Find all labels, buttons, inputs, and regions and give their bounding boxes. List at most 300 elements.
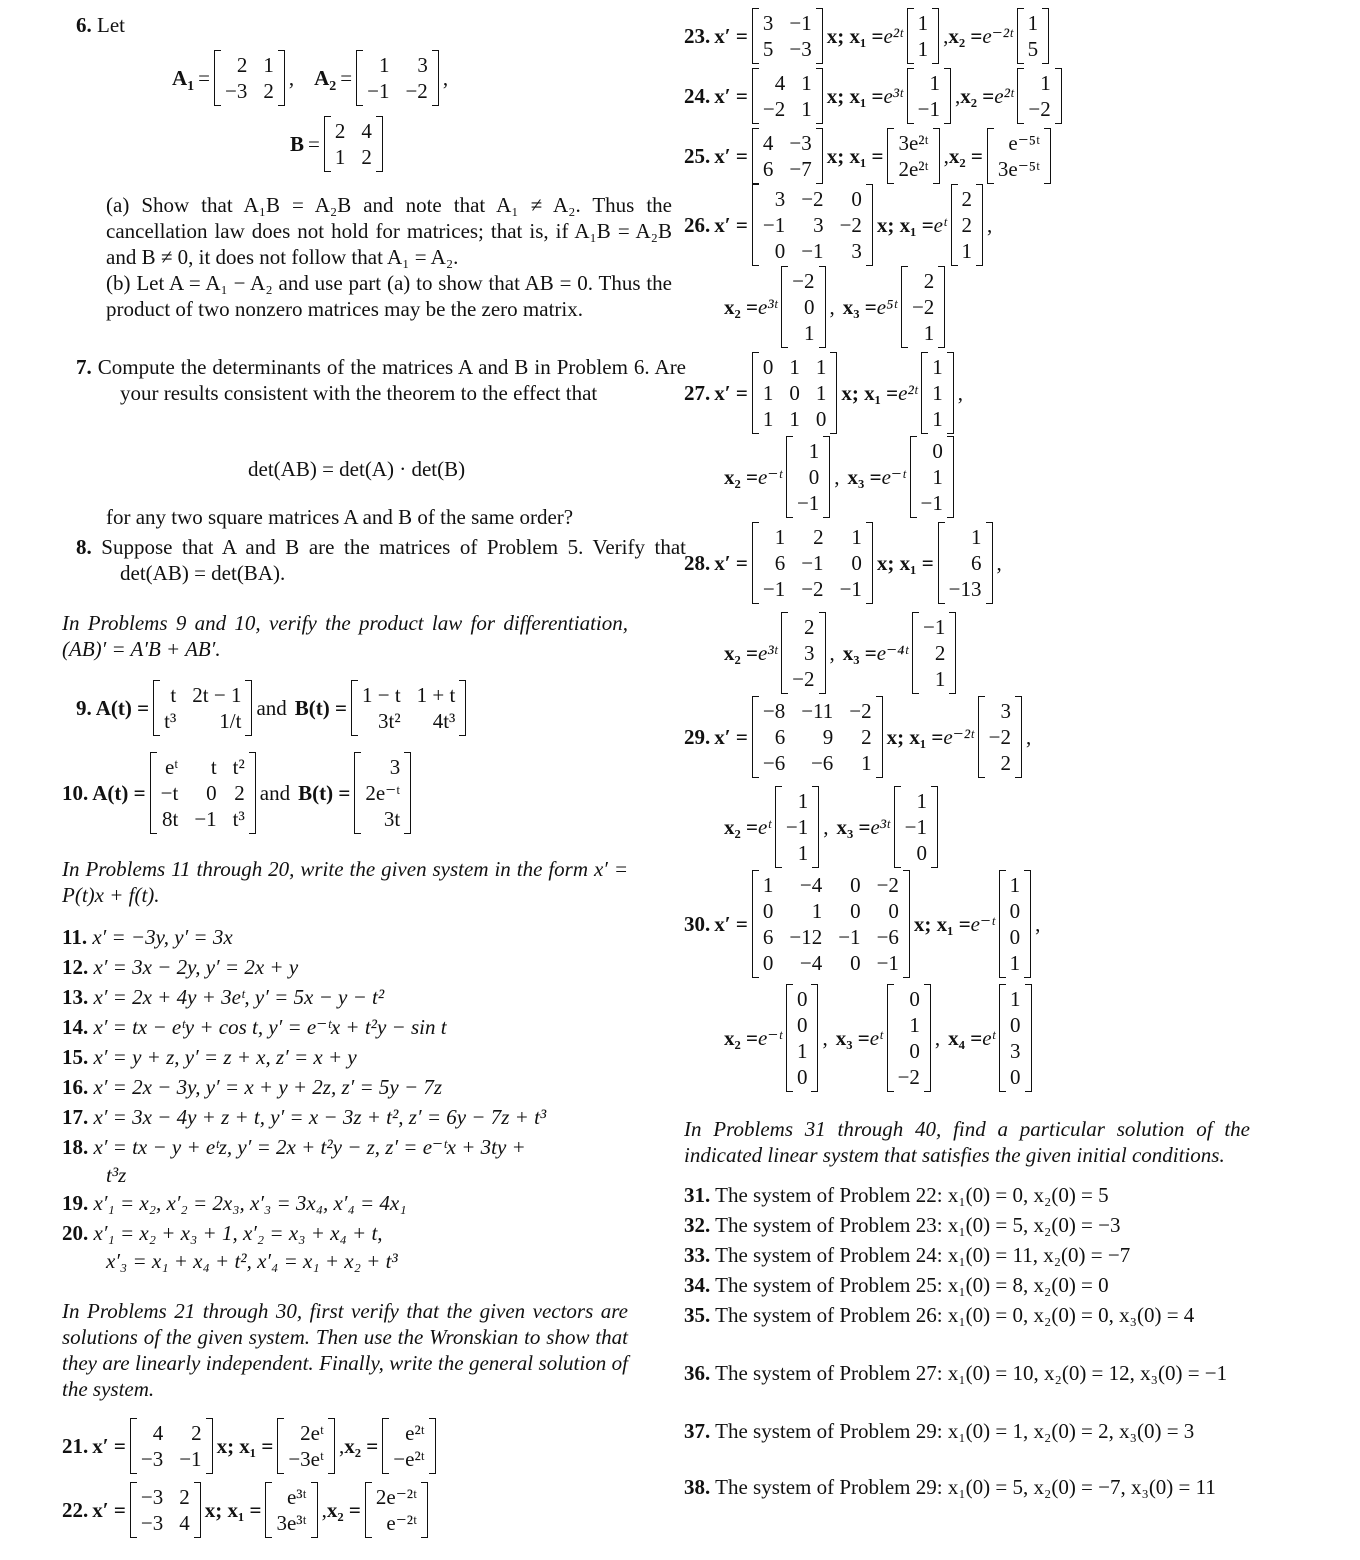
vector-entry: 6 (971, 551, 982, 575)
problem-number: 10. (62, 780, 89, 805)
problem-number: 18. (62, 1135, 89, 1159)
vector-entry: 2 (934, 641, 946, 665)
matrix-entry: 2 (191, 1421, 202, 1445)
problem-number: 9. (76, 695, 92, 720)
matrix-entry: 3t² (378, 709, 401, 733)
matrix-entry: −1 (789, 11, 812, 35)
comma: , (822, 1025, 828, 1050)
right-bracket (812, 786, 819, 868)
vector-entry: −1 (785, 815, 809, 839)
coefficient-matrix (752, 696, 883, 778)
right-bracket (816, 68, 823, 124)
left-bracket (775, 786, 782, 868)
left-bracket (752, 522, 759, 604)
right-bracket (278, 50, 285, 106)
right-bracket (429, 1418, 436, 1474)
exp-factor: e⁻ᵗ (970, 911, 995, 936)
matrix-entry: 1 (789, 407, 800, 431)
problem-26 (684, 184, 992, 266)
vector-entry: −2 (897, 1065, 920, 1089)
x1-label: x; x₁ = (876, 212, 934, 237)
system-17 (62, 1104, 546, 1130)
problem-number: 29. (684, 724, 711, 749)
coefficient-matrix (752, 8, 823, 64)
vector-entry: 3e³ᵗ (276, 1511, 307, 1535)
matrix-entry: −11 (801, 699, 834, 723)
vector-entry: −2 (1028, 97, 1051, 121)
comma: , (339, 1433, 345, 1458)
comma: , (1025, 724, 1032, 749)
x-prime: x′ = (714, 724, 748, 749)
right-bracket (811, 984, 818, 1092)
matrix-entry: 1 (334, 145, 346, 169)
matrix-entry: 2 (263, 79, 274, 103)
matrix-entry: 1 (762, 873, 774, 897)
ic-problem-38 (684, 1474, 1290, 1500)
x-prime: x′ = (714, 23, 748, 48)
right-bracket (976, 184, 983, 266)
matrix-A2 (356, 50, 439, 106)
problem-28 (684, 522, 1002, 604)
matrix-entry: 1 + t (416, 683, 456, 707)
right-bracket (1025, 984, 1032, 1092)
problem-number: 28. (684, 550, 711, 575)
solution-vector-x2 (1017, 68, 1061, 124)
left-bracket (130, 1482, 137, 1538)
vector-entry: −1 (920, 491, 943, 515)
matrix-entry: −1 (762, 213, 786, 237)
comma: , (834, 464, 840, 489)
exp-factor: e⁻ᵗ (881, 464, 906, 489)
matrix-entry: t³ (164, 709, 177, 733)
matrix-entry: 2 (334, 119, 346, 143)
matrix-entry: −1 (838, 925, 861, 949)
vector-body (1006, 870, 1025, 978)
matrices-A1-A2 (172, 50, 448, 106)
matrix-entry: 6 (774, 725, 786, 749)
matrix-body (363, 50, 432, 106)
coefficient-matrix (752, 128, 823, 184)
problem-text: The system of Problem 23: x₁(0) = 5, x₂(0) = −3 (715, 1213, 1121, 1237)
right-bracket (311, 1482, 318, 1538)
matrix-body (759, 8, 816, 64)
ic-problem-33 (684, 1242, 1290, 1268)
right-bracket (823, 436, 830, 518)
matrix-entry: 3t (383, 807, 401, 831)
x1-label: x; x₁ = (826, 143, 884, 168)
problem-number: 27. (684, 380, 711, 405)
matrix-entry: 0 (888, 899, 899, 923)
matrix-entry: 0 (789, 381, 800, 405)
solution-vector-x1 (277, 1418, 335, 1474)
left-bracket (752, 68, 759, 124)
vector-entry: 1 (932, 465, 943, 489)
matrix-entry: 3 (774, 187, 786, 211)
matrix-body (331, 116, 376, 172)
vector-entry: 1 (796, 1039, 808, 1063)
solution-vector-x1 (921, 352, 954, 434)
x2-label: x₂ = (724, 814, 759, 839)
matrix-entry: 1 − t (361, 683, 401, 707)
vector-entry: 2 (804, 615, 815, 639)
problem-number: 25. (684, 143, 711, 168)
matrix-entry: 5 (762, 37, 774, 61)
right-bracket (816, 8, 823, 64)
matrix-entry: 1/t (219, 709, 242, 733)
exp-factor: e³ᵗ (870, 814, 890, 839)
solution-vector-x3 (894, 786, 938, 868)
problem-number: 31. (684, 1183, 711, 1207)
system-11 (62, 924, 233, 950)
left-bracket (987, 128, 994, 184)
problem-text: The system of Problem 29: x₁(0) = 5, x₂(0) = −7, x₃(0) = 11 (715, 1475, 1216, 1499)
vector-entry: 1 (916, 789, 927, 813)
vector-entry: −2 (792, 269, 815, 293)
matrix-entry: −7 (789, 157, 812, 181)
vector-entry: 2 (961, 187, 973, 211)
x-prime: x′ = (92, 1433, 126, 1458)
problem-6a: (a) Show that A₁B = A₂B and note that A₁ ≠ A₂. Thus the cancellation law does not hold for matrices; that is, if A₁B = A₂B and B ≠ 0, it does not follow that A₁ = A₂. (106, 193, 672, 269)
equation: x′₁ = x₂, x′₂ = 2x₃, x′₃ = 3x₄, x′₄ = 4x₁ (93, 1191, 407, 1215)
vector-entry: e⁻²ᵗ (386, 1511, 418, 1535)
vector-entry: 1 (932, 407, 943, 431)
matrix-entry: 1 (762, 407, 774, 431)
problem-text: Compute the determinants of the matrices A and B in Problem 6. Are your results consistent with the theorem to the effect that (97, 355, 687, 405)
left-bracket (324, 116, 331, 172)
intro-11-20: In Problems 11 through 20, write the given system in the form x′ = P(t)x + f(t). (62, 857, 628, 907)
matrix-entry: 0 (762, 951, 774, 975)
vector-body (958, 184, 977, 266)
matrix-entry: −1 (876, 951, 899, 975)
right-bracket (376, 116, 383, 172)
intro-31-40: In Problems 31 through 40, find a particular solution of the indicated linear system that satisfies the given initial conditions. (684, 1117, 1250, 1167)
coefficient-matrix (752, 870, 910, 978)
intro-9-10: In Problems 9 and 10, verify the product law for differentiation, (AB)′ = A′B + AB′. (62, 611, 628, 661)
left-bracket (365, 1482, 372, 1538)
problem-number: 37. (684, 1419, 711, 1443)
left-bracket (938, 522, 945, 604)
right-bracket (932, 8, 939, 64)
solution-vector-x1 (907, 68, 951, 124)
vector-body (1024, 8, 1043, 64)
x-prime: x′ = (714, 212, 748, 237)
matrix-body (759, 696, 876, 778)
problem-30-more (724, 984, 1036, 1092)
solution-vector-x1 (978, 696, 1022, 778)
vector-body (985, 696, 1015, 778)
vector-entry: e⁻⁵ᵗ (1008, 131, 1041, 155)
matrix-entry: −6 (810, 751, 834, 775)
right-bracket (947, 352, 954, 434)
vector-entry: −1 (796, 491, 820, 515)
x1-label: x; x₁ = (913, 911, 971, 936)
matrix-entry: 0 (774, 239, 786, 263)
vector-entry: −13 (948, 577, 982, 601)
matrix-entry: 2 (179, 1485, 190, 1509)
vector-body (914, 68, 944, 124)
exp-factor: e²ᵗ (994, 83, 1014, 108)
vector-entry: 1 (923, 321, 935, 345)
x3-label: x₃ = (835, 1025, 870, 1050)
x2-label: x₂ = (326, 1497, 361, 1522)
right-bracket (249, 752, 256, 834)
matrix-entry: 6 (774, 551, 786, 575)
matrix-entry: 2t − 1 (192, 683, 242, 707)
vector-body (914, 8, 933, 64)
vector-body (894, 984, 924, 1092)
vector-entry: 0 (1009, 925, 1021, 949)
comma: , (829, 640, 835, 665)
left-bracket (907, 68, 914, 124)
vector-body (788, 266, 818, 348)
solution-vector-x2 (781, 266, 825, 348)
x1-label: x; x₁ = (826, 83, 884, 108)
left-bracket (356, 50, 363, 106)
vector-entry: 1 (934, 667, 946, 691)
comma: , (934, 1025, 941, 1050)
equals-sign: = (198, 65, 211, 90)
solution-vector-x2 (365, 1482, 428, 1538)
x2-label: x₂ = (724, 640, 759, 665)
solution-vector-x3 (910, 436, 954, 518)
right-bracket (1044, 128, 1051, 184)
matrix-body (157, 752, 249, 834)
vector-entry: 3 (1010, 1039, 1021, 1063)
left-bracket (999, 870, 1006, 978)
x-prime: x′ = (714, 911, 748, 936)
exp-factor: e²ᵗ (883, 23, 903, 48)
matrix-body (137, 1418, 206, 1474)
solution-vector-x1 (265, 1482, 317, 1538)
exp-factor: e²ᵗ (898, 380, 918, 405)
vector-entry: e³ᵗ (286, 1485, 307, 1509)
x4-label: x₄ = (948, 1025, 983, 1050)
problem-29 (684, 696, 1031, 778)
solution-vector-x2 (775, 786, 819, 868)
exp-factor: e³ᵗ (758, 294, 778, 319)
vector-entry: e²ᵗ (405, 1421, 425, 1445)
vector-entry: −3eᵗ (288, 1447, 325, 1471)
left-bracket (978, 696, 985, 778)
problem-number: 14. (62, 1015, 89, 1039)
x2-label: x₂ = (724, 294, 759, 319)
x2-label: x₂ = (948, 143, 983, 168)
matrix-body (759, 352, 831, 434)
right-bracket (194, 1482, 201, 1538)
left-bracket (910, 436, 917, 518)
vector-body (793, 436, 823, 518)
equation: x′ = tx − y + eᵗz, y′ = 2x + t²y − z, z′ = e⁻ᵗx + 3ty + (93, 1135, 526, 1159)
left-bracket (887, 128, 894, 184)
matrix-entry: 1 (801, 71, 812, 95)
solution-vector-x1 (938, 522, 993, 604)
exp-factor: eᵗ (758, 814, 771, 839)
problem-number: 15. (62, 1045, 89, 1069)
right-bracket (819, 266, 826, 348)
matrix-entry: −1 (179, 1447, 202, 1471)
matrix-body (759, 870, 903, 978)
matrix-entry: 1 (378, 53, 390, 77)
problem-number: 22. (62, 1497, 89, 1522)
right-bracket (944, 68, 951, 124)
equation: x′ = 3x − 2y, y′ = 2x + y (93, 955, 299, 979)
equals-sign: = (340, 65, 353, 90)
right-bracket (245, 680, 252, 736)
comma: , (823, 814, 829, 839)
left-bracket (1017, 8, 1024, 64)
coefficient-matrix (130, 1418, 213, 1474)
matrix-entry: 2 (813, 525, 824, 549)
vector-entry: −1 (917, 97, 940, 121)
vector-entry: 2eᵗ (300, 1421, 325, 1445)
vector-body (793, 984, 812, 1092)
problem-number: 26. (684, 212, 711, 237)
matrix-B-t (351, 680, 466, 736)
matrix-entry: 1 (263, 53, 274, 77)
problem-number: 24. (684, 83, 711, 108)
left-bracket (130, 1418, 137, 1474)
matrix-B (324, 116, 383, 172)
problem-number: 33. (684, 1243, 711, 1267)
matrix-entry: 4 (179, 1511, 190, 1535)
left-bracket (752, 696, 759, 778)
right-bracket (816, 128, 823, 184)
matrix-entry: 2 (236, 53, 248, 77)
right-bracket (866, 522, 873, 604)
vector-body (945, 522, 986, 604)
left-bracket (786, 984, 793, 1092)
matrix-entry: 0 (762, 899, 774, 923)
matrix-entry: t (170, 683, 177, 707)
vector-entry: 2e⁻²ᵗ (375, 1485, 418, 1509)
vector-entry: 3e⁻⁵ᵗ (997, 157, 1041, 181)
solution-vector-x2 (382, 1418, 435, 1474)
problem-text: The system of Problem 29: x₁(0) = 1, x₂(0) = 2, x₃(0) = 3 (715, 1419, 1195, 1443)
matrix-body (358, 680, 459, 736)
x-prime: x′ = (714, 550, 748, 575)
x1-label: x; x₁ = (204, 1497, 262, 1522)
exp-factor: e⁻²ᵗ (982, 23, 1013, 48)
equation: x′ = tx − eᵗy + cos t, y′ = e⁻ᵗx + t²y − sin t (93, 1015, 447, 1039)
vector-body (1006, 984, 1025, 1092)
x2-label: x₂ = (724, 1025, 759, 1050)
matrix-entry: −3 (789, 37, 812, 61)
matrix-name: A (172, 65, 188, 90)
matrix-entry: 1 (762, 381, 774, 405)
comma: , (829, 294, 835, 319)
matrix-entry: 4t³ (432, 709, 456, 733)
vector-body (284, 1418, 328, 1474)
vector-entry: 0 (932, 439, 943, 463)
left-bracket (752, 352, 759, 434)
matrix-entry: 8t (161, 807, 179, 831)
right-bracket (1024, 870, 1031, 978)
matrix-entry: −12 (789, 925, 823, 949)
problem-23 (684, 8, 1053, 64)
vector-entry: 1 (917, 11, 929, 35)
x1-label: x; x₁ = (216, 1433, 274, 1458)
x-prime: x′ = (714, 143, 748, 168)
x-prime: x′ = (92, 1497, 126, 1522)
problem-text: The system of Problem 27: x₁(0) = 10, x₂(0) = 12, x₃(0) = −1 (715, 1361, 1228, 1385)
matrix-entry: 1 (815, 381, 827, 405)
x2-label: x₂ = (948, 23, 983, 48)
vector-entry: 1 (797, 841, 809, 865)
vector-body (919, 612, 949, 694)
problem-text: The system of Problem 22: x₁(0) = 0, x₂(0) = 5 (715, 1183, 1109, 1207)
vector-entry: 3e²ᵗ (898, 131, 929, 155)
vector-entry: 0 (1009, 899, 1021, 923)
coefficient-matrix (130, 1482, 201, 1538)
solution-vector-x2 (786, 436, 830, 518)
problem-27-more (724, 436, 958, 518)
problem-number: 12. (62, 955, 89, 979)
solution-vector-x4 (999, 984, 1032, 1092)
matrix-entry: 6 (762, 925, 774, 949)
and-text: and (256, 695, 287, 720)
problem-number: 38. (684, 1475, 711, 1499)
vector-entry: 0 (909, 987, 920, 1011)
coefficient-matrix (752, 68, 823, 124)
exp-factor: e³ᵗ (883, 83, 903, 108)
problem-30 (684, 870, 1040, 978)
exp-factor: e⁻ᵗ (758, 1025, 782, 1050)
system-16 (62, 1074, 442, 1100)
right-bracket (876, 696, 883, 778)
problem-text: Suppose that A and B are the matrices of Problem 5. Verify that det(AB) = det(BA). (101, 535, 686, 585)
vector-entry: 0 (796, 1013, 808, 1037)
solution-vector-x2 (786, 984, 819, 1092)
right-bracket (1015, 696, 1022, 778)
intro-21-30: In Problems 21 through 30, first verify that the given vectors are solutions of the given system. Then use the Wronskian to show that they are linearly independent. Finally, write the general solution of the system. (62, 1299, 628, 1401)
matrix-body (361, 752, 404, 834)
matrix-entry: t² (232, 755, 245, 779)
right-bracket (819, 612, 826, 694)
matrix-entry: eᵗ (164, 755, 179, 779)
right-bracket (903, 870, 910, 978)
ic-problem-36 (684, 1360, 1290, 1386)
ic-problem-35 (684, 1302, 1290, 1328)
problem-number: 32. (684, 1213, 711, 1237)
matrix-entry: −1 (194, 807, 217, 831)
matrix-entry: 3 (389, 755, 401, 779)
vector-body (788, 612, 818, 694)
matrix-entry: 0 (206, 781, 217, 805)
vector-entry: 1 (797, 789, 809, 813)
exp-factor: e⁵ᵗ (876, 294, 897, 319)
problem-28-more (724, 612, 960, 694)
problem-number: 34. (684, 1273, 711, 1297)
matrix-entry: −1 (367, 79, 390, 103)
problem-25 (684, 128, 1055, 184)
problem-6b: (b) Let A = A₁ − A₂ and use part (a) to show that AB = 0. Thus the product of two nonzero matrices may be the zero matrix. (106, 271, 672, 321)
vector-body (1024, 68, 1054, 124)
vector-entry: −2 (792, 667, 815, 691)
matrix-entry: −1 (801, 239, 824, 263)
equation-continued: x′₃ = x₁ + x₄ + t², x′₄ = x₁ + x₂ + t³ (106, 1249, 398, 1273)
right-bracket (459, 680, 466, 736)
vector-body (782, 786, 812, 868)
vector-entry: 1 (932, 355, 943, 379)
matrix-entry: 4 (361, 119, 372, 143)
vector-entry: 1 (1027, 11, 1039, 35)
matrix-name: A (314, 65, 330, 90)
x3-label: x₃ = (836, 814, 871, 839)
solution-vector-x3 (912, 612, 956, 694)
problem-22 (62, 1482, 432, 1538)
left-bracket (277, 1418, 284, 1474)
matrix-entry: 1 (789, 355, 800, 379)
